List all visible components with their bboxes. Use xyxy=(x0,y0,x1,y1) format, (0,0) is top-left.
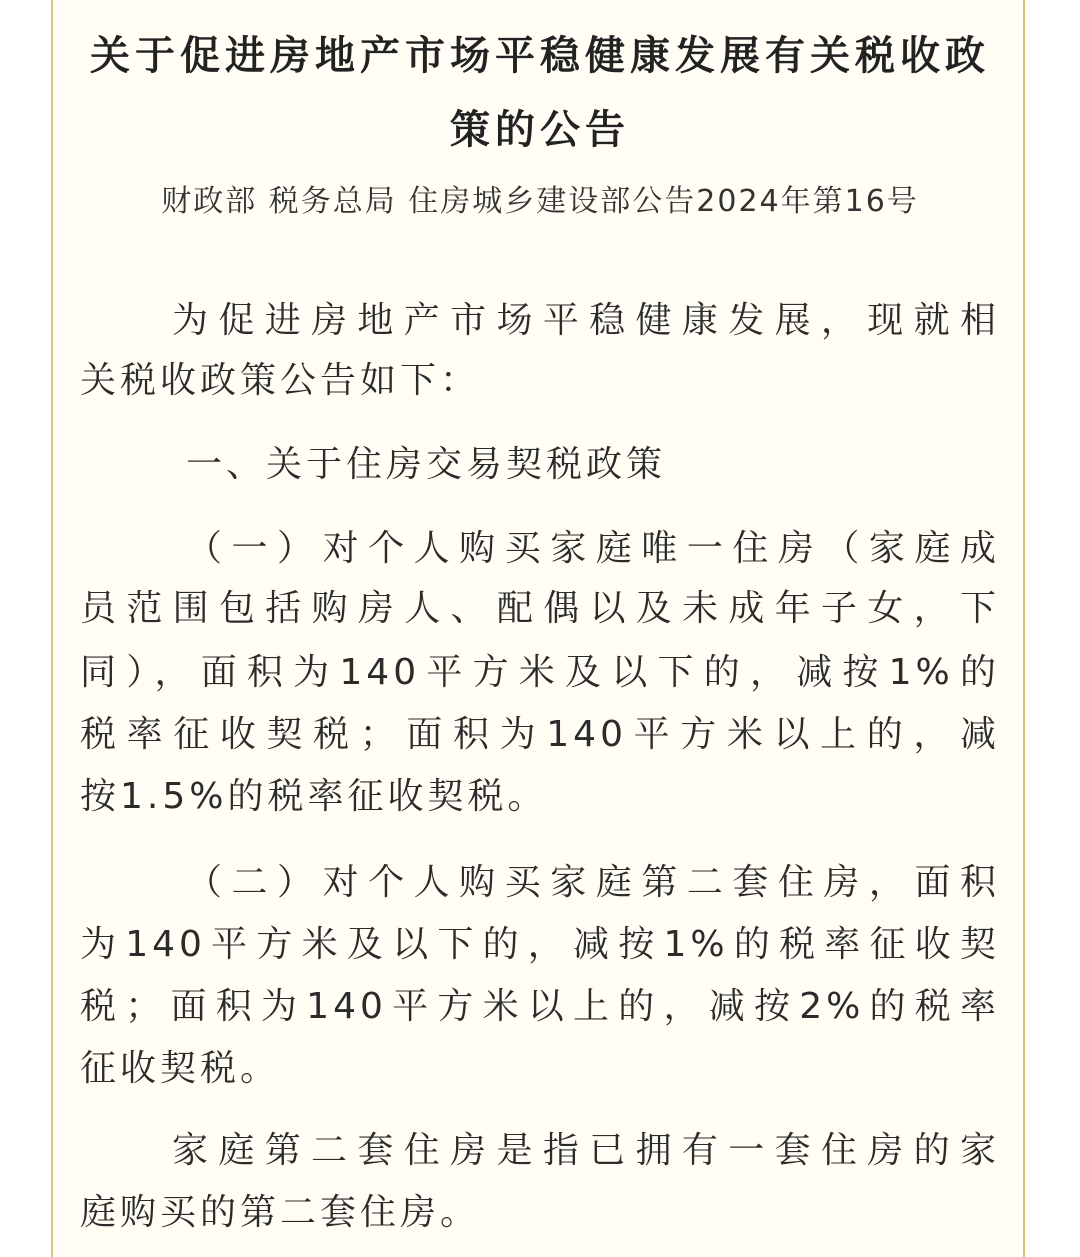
section-heading: 一、关于住房交易契税政策 xyxy=(186,444,667,485)
definition-line-1: 家庭第二套住房是指已拥有一套住房的家 xyxy=(172,1130,1000,1171)
clause-two-line-3: 税；面积为140平方米以上的，减按2%的税率 xyxy=(80,986,1000,1027)
clause-one-line-3: 同），面积为140平方米及以下的，减按1%的 xyxy=(80,652,1000,693)
document-issuer: 财政部 税务总局 住房城乡建设部公告2024年第16号 xyxy=(161,184,919,219)
clause-one-line-4: 税率征收契税；面积为140平方米以上的，减 xyxy=(80,714,1000,755)
paragraph-intro-line-1: 为促进房地产市场平稳健康发展，现就相 xyxy=(172,300,1000,341)
clause-two-line-4: 征收契税。 xyxy=(80,1048,281,1089)
document-title-line-2: 策的公告 xyxy=(450,107,630,153)
clause-one-line-1: （一）对个人购买家庭唯一住房（家庭成 xyxy=(186,528,1000,569)
paragraph-intro-line-2: 关税收政策公告如下： xyxy=(80,360,481,401)
definition-line-2: 庭购买的第二套住房。 xyxy=(80,1192,481,1233)
clause-two-line-2: 为140平方米及以下的，减按1%的税率征收契 xyxy=(80,924,1000,965)
clause-one-line-5: 按1.5%的税率征收契税。 xyxy=(80,776,548,817)
clause-two-line-1: （二）对个人购买家庭第二套住房，面积 xyxy=(186,862,1000,903)
clause-one-line-2: 员范围包括购房人、配偶以及未成年子女，下 xyxy=(80,588,1000,629)
document-title-line-1: 关于促进房地产市场平稳健康发展有关税收政 xyxy=(90,33,990,79)
